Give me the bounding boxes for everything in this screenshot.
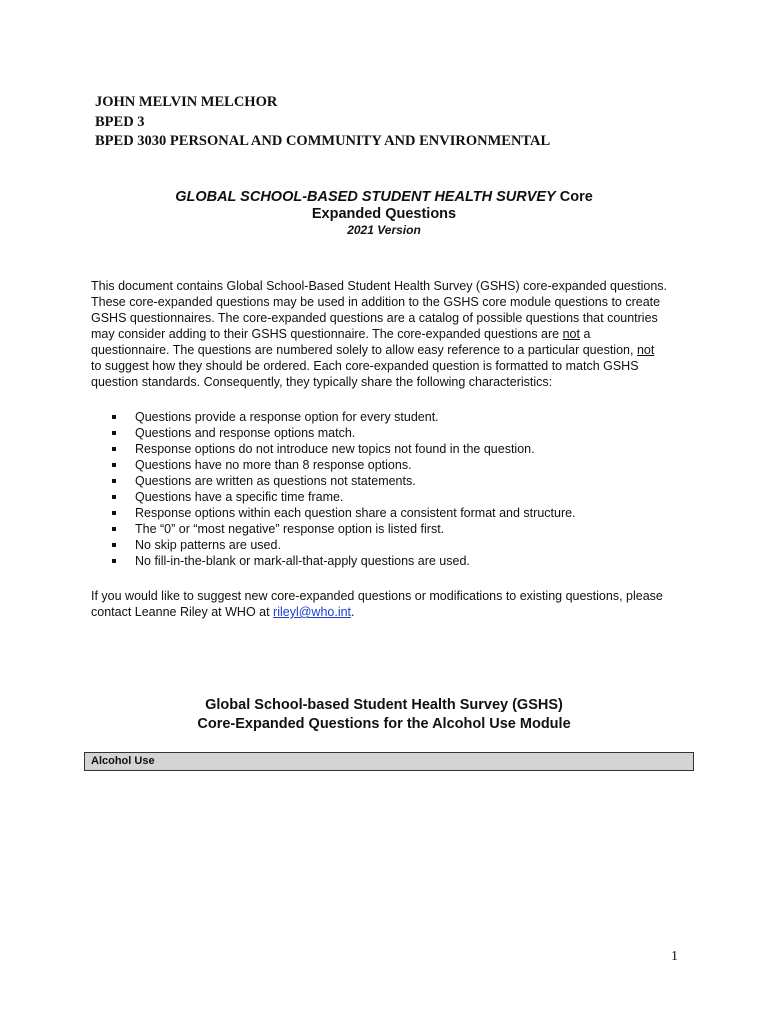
intro-paragraph xyxy=(91,278,681,390)
student-header xyxy=(95,93,550,152)
underlined-not: not xyxy=(636,343,655,357)
intro-line xyxy=(91,342,681,358)
square-bullet-icon xyxy=(112,479,116,483)
underlined-not: not xyxy=(562,327,580,341)
list-item-text: Questions and response options match. xyxy=(135,426,356,440)
list-item-text: Questions have a specific time frame. xyxy=(135,490,344,504)
list-item xyxy=(112,521,576,537)
title-italic: GLOBAL SCHOOL-BASED STUDENT HEALTH SURVEY xyxy=(175,189,556,205)
contact-text: . xyxy=(351,605,355,619)
document-version: 2021 Version xyxy=(347,223,421,237)
intro-line: to suggest how they should be ordered. Each core-expanded question is formatted to match GSHS xyxy=(91,359,639,373)
square-bullet-icon xyxy=(112,447,116,451)
intro-text: questionnaire. The questions are numbered solely to allow easy reference to a particular question, xyxy=(91,343,637,357)
intro-line: question standards. Consequently, they typically share the following characteristics: xyxy=(91,375,553,389)
title-line-2: Expanded Questions xyxy=(311,206,457,222)
contact-line: If you would like to suggest new core-expanded questions or modifications to existing questions, please xyxy=(91,589,663,603)
square-bullet-icon xyxy=(112,431,116,435)
list-item xyxy=(112,505,576,521)
square-bullet-icon xyxy=(112,559,116,563)
square-bullet-icon xyxy=(112,543,116,547)
module-title xyxy=(0,696,768,734)
list-item xyxy=(112,537,576,553)
list-item-text: No fill-in-the-blank or mark-all-that-apply questions are used. xyxy=(135,554,470,568)
intro-line xyxy=(91,326,681,342)
module-title-line-1: Global School-based Student Health Survey (GSHS) xyxy=(205,697,563,713)
intro-line: This document contains Global School-Based Student Health Survey (GSHS) core-expanded questions. xyxy=(91,279,668,293)
student-name: JOHN MELVIN MELCHOR xyxy=(95,94,278,110)
list-item-text: Response options do not introduce new topics not found in the question. xyxy=(135,442,535,456)
square-bullet-icon xyxy=(112,495,116,499)
intro-text: a xyxy=(579,327,591,341)
contact-text: contact Leanne Riley at WHO at xyxy=(91,605,274,619)
list-item xyxy=(112,441,576,457)
contact-paragraph xyxy=(91,588,663,620)
list-item xyxy=(112,489,576,505)
list-item-text: Questions have no more than 8 response options. xyxy=(135,458,412,472)
list-item xyxy=(112,409,576,425)
characteristics-list xyxy=(112,409,576,569)
square-bullet-icon xyxy=(112,415,116,419)
section-header-alcohol-use: Alcohol Use xyxy=(84,752,694,771)
list-item-text: The “0” or “most negative” response option is listed first. xyxy=(135,522,445,536)
square-bullet-icon xyxy=(112,463,116,467)
title-tail: Core xyxy=(555,189,593,205)
document-title xyxy=(0,189,768,238)
square-bullet-icon xyxy=(112,511,116,515)
list-item xyxy=(112,553,576,569)
student-section: BPED 3 xyxy=(95,113,145,130)
list-item-text: Questions are written as questions not statements. xyxy=(135,474,416,488)
list-item-text: Response options within each question share a consistent format and structure. xyxy=(135,506,576,520)
contact-line xyxy=(91,604,663,620)
intro-text: may consider adding to their GSHS questionnaire. The core-expanded questions are xyxy=(91,327,563,341)
list-item-text: No skip patterns are used. xyxy=(135,538,281,552)
module-title-line-2: Core-Expanded Questions for the Alcohol Use Module xyxy=(197,716,571,732)
title-line-1 xyxy=(0,189,768,206)
email-link[interactable]: rileyl@who.int xyxy=(273,605,352,619)
list-item-text: Questions provide a response option for every student. xyxy=(135,410,439,424)
square-bullet-icon xyxy=(112,527,116,531)
list-item xyxy=(112,425,576,441)
list-item xyxy=(112,457,576,473)
course-title: BPED 3030 PERSONAL AND COMMUNITY AND ENVIRONMENTAL xyxy=(95,133,551,149)
intro-line: GSHS questionnaires. The core-expanded questions are a catalog of possible questions that countries xyxy=(91,311,658,325)
intro-line: These core-expanded questions may be used in addition to the GSHS core module questions to create xyxy=(91,295,661,309)
page-number: 1 xyxy=(671,949,678,964)
list-item xyxy=(112,473,576,489)
